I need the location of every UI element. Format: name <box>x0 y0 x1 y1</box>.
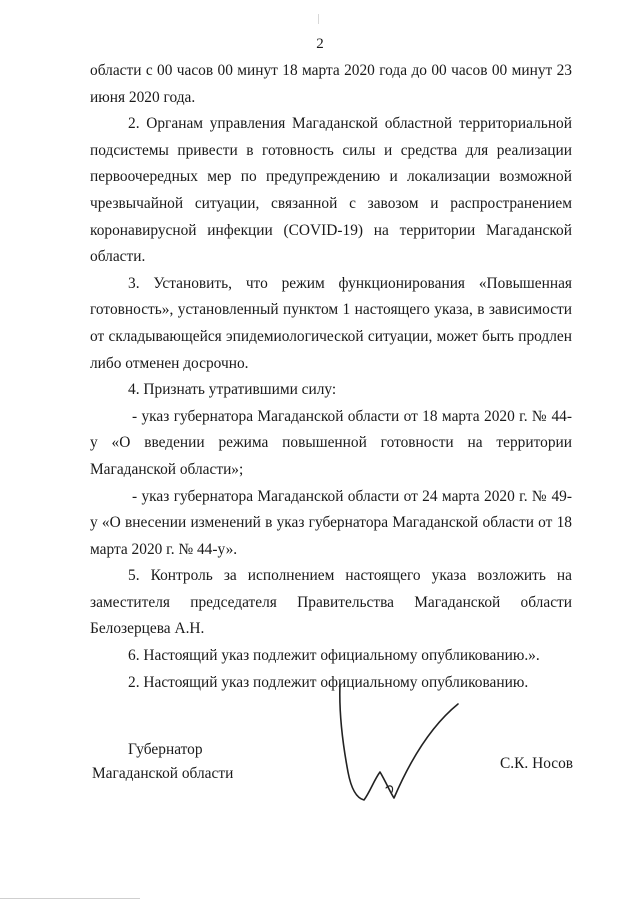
paragraph-final: 2. Настоящий указ подлежит официальному опубликованию. <box>128 673 529 691</box>
paragraph-item-6: 6. Настоящий указ подлежит официальному опубликованию.». <box>128 647 540 665</box>
paragraph-item-3: 3. Установить, что режим функционирования «Повышенная готовность», установленный пунктом 1 настоящего указа, в зависимости от складывающейся эпидемиологической ситуации, может быть продлен либо отменен досрочно. <box>90 274 572 372</box>
signature-block <box>0 738 640 818</box>
paragraph-item-4: 4. Признать утратившими силу: <box>128 381 337 399</box>
paragraph-continuation: области с 00 часов 00 минут 18 марта 2020 года до 00 часов 00 минут 23 июня 2020 года. <box>90 62 572 106</box>
signatory-title-line2: Магаданской области <box>92 765 234 782</box>
footer-rule <box>0 898 140 899</box>
scan-mark <box>318 14 319 24</box>
paragraph-subitem-2: - указ губернатора Магаданской области от 24 марта 2020 г. № 49-у «О внесении изменений в указ губернатора Магаданской области от 18 марта 2020 г. № 44-у». <box>90 487 572 558</box>
signatory-name: С.К. Носов <box>500 755 574 772</box>
paragraph-item-2: 2. Органам управления Магаданской областной территориальной подсистемы привести в готовность силы и средства для реализации первоочередных мер по предупреждению и локализации возможной чрезвычайной ситуации, связанной с завозом и распространением коронавирусной инфекции (COVID-19) на территории Магаданской области. <box>90 115 572 266</box>
paragraph-item-5: 5. Контроль за исполнением настоящего указа возложить на заместителя председателя Правительства Магаданской области Белозерцева А.Н. <box>90 567 572 638</box>
document-body <box>90 58 572 696</box>
page-number: 2 <box>316 36 324 52</box>
signatory-title-line1: Губернатор <box>128 741 203 758</box>
paragraph-subitem-1: - указ губернатора Магаданской области от 18 марта 2020 г. № 44-у «О введении режима повышенной готовности на территории Магаданской области»; <box>90 407 572 478</box>
